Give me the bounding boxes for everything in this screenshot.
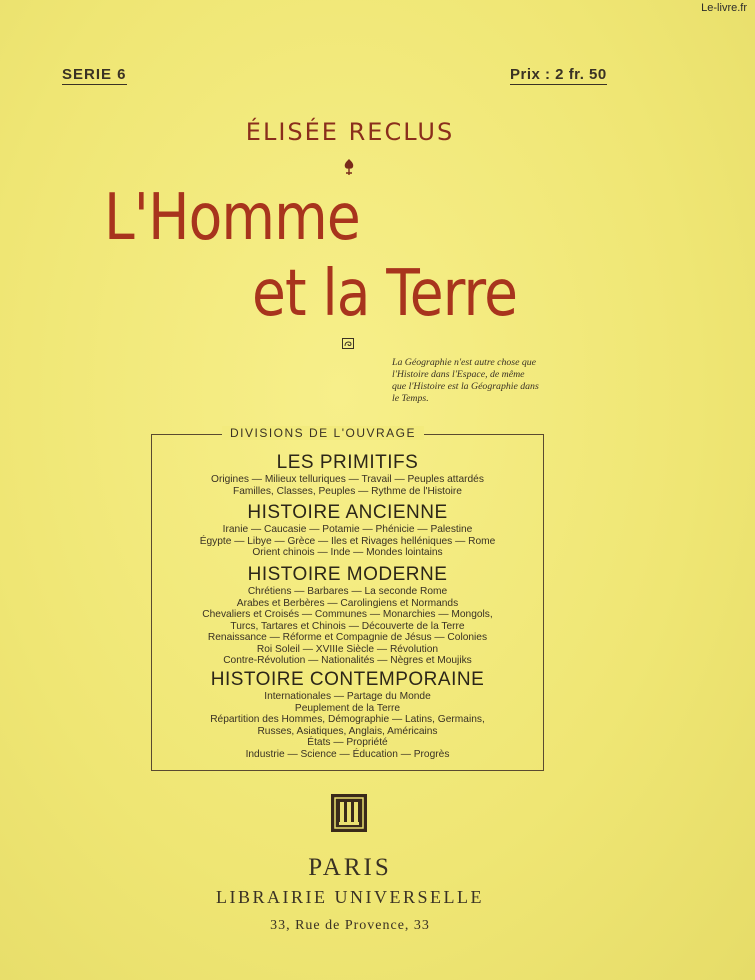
section-line: Origines — Milieux telluriques — Travail — Peuples attardés xyxy=(211,474,484,485)
section-line: Orient chinois — Inde — Mondes lointains xyxy=(252,547,443,558)
section-title: HISTOIRE ANCIENNE xyxy=(247,502,448,523)
section-line: Chevaliers et Croisés — Communes — Monarchies — Mongols, xyxy=(202,609,493,620)
divisions-caption: DIVISIONS DE L'OUVRAGE xyxy=(222,426,424,440)
section-les-primitifs xyxy=(151,452,544,497)
section-line: Renaissance — Réforme et Compagnie de Jésus — Colonies xyxy=(207,632,488,643)
section-line: Arabes et Berbères — Carolingiens et Normands xyxy=(236,597,459,609)
imprint-address: 33, Rue de Provence, 33 xyxy=(270,918,430,933)
section-line: Familles, Classes, Peuples — Rythme de l'Histoire xyxy=(233,485,462,497)
epigraph xyxy=(392,357,602,405)
price-label: Prix : 2 fr. 50 xyxy=(510,66,607,83)
watermark: Le-livre.fr xyxy=(701,2,747,14)
epigraph-line: le Temps. xyxy=(392,393,429,404)
section-histoire-contemporaine xyxy=(151,669,544,760)
epigraph-line: l'Histoire dans l'Espace, de même xyxy=(392,369,525,380)
series-label: SERIE 6 xyxy=(62,66,127,83)
section-line: Russes, Asiatiques, Anglais, Américains xyxy=(257,725,438,737)
section-histoire-ancienne xyxy=(151,502,544,559)
imprint-publisher: LIBRAIRIE UNIVERSELLE xyxy=(216,887,484,907)
publisher-logo-icon xyxy=(330,793,368,833)
epigraph-line: La Géographie n'est autre chose que xyxy=(392,357,537,368)
section-line: Égypte — Libye — Grèce — Iles et Rivages helléniques — Rome xyxy=(199,535,496,547)
section-title: HISTOIRE CONTEMPORAINE xyxy=(210,669,485,690)
section-title: LES PRIMITIFS xyxy=(276,452,419,473)
imprint-city: PARIS xyxy=(308,854,392,881)
section-line: Peuplement de la Terre xyxy=(294,702,401,714)
section-line: Internationales — Partage du Monde xyxy=(264,691,431,702)
title-line-2: et la Terre xyxy=(252,257,518,331)
section-line: États — Propriété xyxy=(307,737,388,748)
title-line-1: L'Homme xyxy=(104,181,360,255)
author-name: ÉLISÉE RECLUS xyxy=(245,118,455,146)
section-line: Contre-Révolution — Nationalités — Nègres et Moujiks xyxy=(223,655,472,666)
section-line: Iranie — Caucasie — Potamie — Phénicie — Palestine xyxy=(222,524,473,535)
epigraph-line: que l'Histoire est la Géographie dans xyxy=(392,381,539,392)
monogram-icon xyxy=(342,338,354,349)
section-histoire-moderne xyxy=(151,564,544,667)
section-line: Répartition des Hommes, Démographie — Latins, Germains, xyxy=(210,714,485,725)
fleuron-ornament-icon xyxy=(341,158,357,176)
section-line: Industrie — Science — Éducation — Progrès xyxy=(245,748,450,760)
section-line: Roi Soleil — XVIIIe Siècle — Révolution xyxy=(256,643,439,655)
section-line: Turcs, Tartares et Chinois — Découverte de la Terre xyxy=(230,620,465,632)
section-title: HISTOIRE MODERNE xyxy=(247,564,448,585)
section-line: Chrétiens — Barbares — La seconde Rome xyxy=(247,586,448,597)
